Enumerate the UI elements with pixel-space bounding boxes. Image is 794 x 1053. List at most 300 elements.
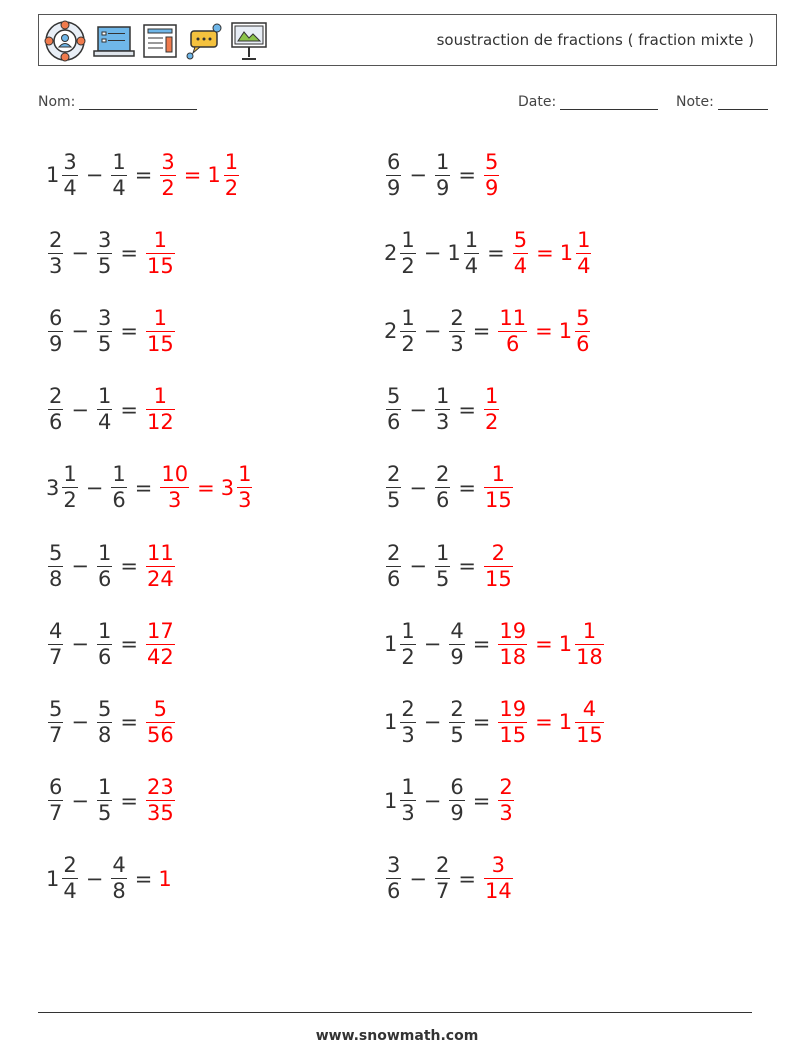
- numerator: 11: [499, 305, 527, 330]
- denominator: 4: [63, 879, 77, 904]
- denominator: 9: [450, 644, 464, 669]
- denominator: 18: [576, 644, 603, 669]
- denominator: 4: [577, 253, 591, 278]
- numerator: 1: [401, 305, 415, 330]
- fraction: [386, 386, 401, 433]
- fraction: [146, 386, 175, 433]
- numerator: 1: [153, 384, 168, 409]
- date-blank: [560, 95, 658, 110]
- denominator: 42: [146, 644, 174, 669]
- problem-item: [46, 536, 177, 596]
- problem-item: [384, 849, 515, 909]
- note-blank: [718, 95, 768, 110]
- minus-sign: −: [71, 632, 89, 657]
- numerator: 3: [491, 853, 506, 878]
- denominator: 6: [97, 566, 112, 591]
- numerator: 6: [387, 149, 401, 174]
- problem-item: [46, 223, 177, 283]
- numerator: 1: [97, 775, 112, 800]
- minus-sign: −: [71, 710, 89, 735]
- equals-sign: =: [487, 241, 505, 266]
- equals-sign: =: [120, 241, 138, 266]
- chat-bubbles-icon: [185, 19, 223, 63]
- denominator: 5: [97, 331, 112, 356]
- fraction: [48, 386, 63, 433]
- fraction: [97, 618, 112, 669]
- fraction: [97, 696, 112, 747]
- denominator: 6: [112, 488, 126, 513]
- numerator: 2: [63, 853, 77, 878]
- equals-sign: =: [197, 475, 215, 500]
- numerator: 1: [435, 540, 450, 565]
- whole-number: 1: [46, 866, 60, 891]
- denominator: 3: [401, 801, 415, 826]
- numerator: 5: [49, 696, 63, 721]
- fraction: [237, 464, 252, 511]
- numerator: 1: [97, 384, 112, 409]
- fraction: [386, 149, 401, 200]
- fraction: [449, 618, 464, 669]
- numerator: 2: [387, 540, 401, 565]
- fraction: [386, 540, 401, 591]
- denominator: 9: [387, 175, 401, 200]
- fraction: [48, 777, 63, 824]
- document-list-icon: [141, 19, 179, 63]
- numerator: 5: [387, 384, 401, 409]
- equals-sign: =: [458, 554, 476, 578]
- numerator: 5: [49, 540, 63, 565]
- denominator: 2: [401, 253, 415, 278]
- fraction: [484, 464, 513, 511]
- numerator: 1: [401, 618, 415, 643]
- numerator: 1: [401, 227, 415, 252]
- equals-sign: =: [535, 710, 553, 735]
- fraction: [400, 227, 415, 278]
- fraction: [575, 696, 604, 747]
- answer: [144, 540, 177, 591]
- denominator: 4: [97, 410, 112, 435]
- fraction: [498, 696, 527, 747]
- whole-number: 1: [559, 241, 574, 266]
- fraction: [97, 386, 112, 433]
- answer: [144, 386, 177, 433]
- fraction: [62, 149, 77, 200]
- whole-number: 2: [384, 319, 398, 344]
- numerator: 4: [582, 696, 597, 721]
- denominator: 8: [49, 566, 63, 591]
- fraction: [97, 777, 112, 824]
- denominator: 3: [168, 488, 182, 513]
- fraction: [400, 618, 415, 669]
- answer: [158, 867, 172, 891]
- equals-sign: =: [458, 397, 476, 422]
- denominator: 3: [401, 722, 415, 747]
- fraction: [576, 227, 591, 278]
- numerator: 1: [484, 384, 499, 409]
- numerator: 19: [499, 696, 527, 721]
- denominator: 35: [146, 801, 174, 826]
- answer: [496, 777, 515, 824]
- denominator: 6: [576, 331, 590, 356]
- fraction: [62, 464, 77, 511]
- denominator: 4: [63, 175, 77, 200]
- denominator: 2: [401, 644, 415, 669]
- numerator: 1: [153, 305, 168, 330]
- numerator: 1: [435, 384, 450, 409]
- problem-item: [384, 145, 501, 205]
- name-blank: [79, 95, 197, 110]
- lifebuoy-user-icon: [43, 19, 87, 63]
- note-field: [676, 94, 768, 110]
- answer: [144, 227, 177, 278]
- denominator: 2: [401, 331, 415, 356]
- equals-sign: =: [458, 163, 476, 187]
- minus-sign: −: [71, 241, 89, 266]
- minus-sign: −: [85, 866, 104, 891]
- minus-sign: −: [71, 319, 89, 344]
- fraction: [111, 149, 126, 200]
- denominator: 7: [49, 644, 63, 669]
- whole-number: 1: [447, 241, 461, 266]
- denominator: 56: [146, 722, 174, 747]
- equals-sign: =: [120, 710, 138, 735]
- whole-number: 3: [46, 475, 60, 500]
- problem-item: [46, 145, 241, 205]
- denominator: 12: [146, 410, 174, 435]
- worksheet-title: soustraction de fractions ( fraction mixte ): [436, 31, 754, 49]
- minus-sign: −: [85, 475, 104, 500]
- denominator: 5: [387, 488, 401, 513]
- numerator: 5: [153, 696, 168, 721]
- numerator: 2: [491, 540, 506, 565]
- minus-sign: −: [409, 397, 427, 422]
- denominator: 8: [97, 722, 112, 747]
- laptop-checklist-icon: [93, 19, 135, 63]
- numerator: 5: [97, 696, 112, 721]
- minus-sign: −: [409, 163, 427, 187]
- denominator: 3: [49, 253, 63, 278]
- minus-sign: −: [71, 788, 89, 813]
- denominator: 9: [484, 175, 499, 200]
- minus-sign: −: [409, 475, 427, 500]
- denominator: 5: [97, 801, 112, 826]
- numerator: 1: [97, 540, 112, 565]
- numerator: 6: [49, 775, 63, 800]
- presentation-board-icon: [229, 19, 269, 63]
- whole-number: 1: [558, 710, 573, 735]
- fraction: [464, 227, 479, 278]
- denominator: 6: [387, 566, 401, 591]
- whole-number: 2: [384, 241, 398, 266]
- equals-sign: =: [472, 710, 491, 735]
- denominator: 6: [435, 488, 450, 513]
- answer: [144, 696, 177, 747]
- fraction: [449, 305, 464, 356]
- denominator: 8: [112, 879, 126, 904]
- fraction: [97, 540, 112, 591]
- denominator: 15: [146, 331, 174, 356]
- denominator: 9: [435, 175, 450, 200]
- fraction: [386, 464, 401, 511]
- fraction: [111, 464, 126, 511]
- denominator: 9: [450, 801, 464, 826]
- denominator: 7: [49, 722, 63, 747]
- name-field: [38, 94, 197, 110]
- minus-sign: −: [423, 710, 442, 735]
- denominator: 5: [97, 253, 112, 278]
- denominator: 6: [49, 410, 63, 435]
- footer-divider: [38, 1012, 752, 1013]
- problem-item: [384, 614, 606, 674]
- numerator: 1: [238, 462, 252, 487]
- numerator: 4: [49, 618, 63, 643]
- problem-item: [46, 771, 177, 831]
- answer: [482, 386, 501, 433]
- numerator: 1: [464, 227, 479, 252]
- equals-sign: =: [120, 788, 138, 813]
- equals-sign: =: [120, 632, 138, 657]
- fraction: [48, 696, 63, 747]
- fraction: [484, 540, 513, 591]
- problem-item: [384, 536, 515, 596]
- fraction: [575, 305, 590, 356]
- denominator: 2: [63, 488, 77, 513]
- numerator: 5: [513, 227, 528, 252]
- answer: [496, 618, 605, 669]
- fraction: [224, 149, 239, 200]
- numerator: 4: [112, 853, 126, 878]
- minus-sign: −: [423, 319, 442, 344]
- fraction: [435, 464, 450, 511]
- problem-item: [46, 692, 177, 752]
- whole-number: 1: [384, 788, 398, 813]
- numerator: 5: [576, 305, 590, 330]
- numerator: 3: [161, 149, 175, 174]
- denominator: 3: [435, 410, 450, 435]
- fraction: [386, 855, 401, 902]
- denominator: 5: [450, 722, 464, 747]
- denominator: 2: [484, 410, 499, 435]
- numerator: 6: [450, 775, 464, 800]
- problem-item: [384, 380, 501, 440]
- date-label: Date:: [518, 94, 557, 110]
- fraction: [146, 618, 175, 669]
- denominator: 5: [435, 566, 450, 591]
- answer: [496, 305, 592, 356]
- numerator: 17: [146, 618, 174, 643]
- problem-item: [46, 458, 254, 518]
- equals-sign: =: [472, 788, 491, 813]
- numerator: 1: [224, 149, 239, 174]
- minus-sign: −: [423, 788, 442, 813]
- numerator: 19: [499, 618, 527, 643]
- whole-number: 1: [46, 163, 60, 187]
- numerator: 2: [450, 696, 464, 721]
- denominator: 3: [499, 801, 513, 826]
- numerator: 1: [401, 775, 415, 800]
- fraction: [435, 855, 450, 902]
- answer: [144, 305, 177, 356]
- equals-sign: =: [134, 475, 153, 500]
- equals-sign: =: [458, 866, 476, 891]
- fraction: [575, 618, 604, 669]
- fraction: [449, 696, 464, 747]
- numerator: 1: [153, 227, 168, 252]
- denominator: 6: [387, 879, 401, 904]
- problem-item: [46, 380, 177, 440]
- fraction: [435, 540, 450, 591]
- problem-item: [46, 301, 177, 361]
- fraction: [498, 777, 513, 824]
- fraction: [435, 386, 450, 433]
- equals-sign: =: [120, 397, 138, 422]
- fraction: [400, 305, 415, 356]
- denominator: 2: [224, 175, 239, 200]
- equals-sign: =: [535, 319, 553, 344]
- numerator: 1: [63, 462, 77, 487]
- denominator: 15: [499, 722, 527, 747]
- whole-number: 1: [558, 632, 573, 657]
- header-icons: [43, 19, 269, 63]
- minus-sign: −: [423, 632, 442, 657]
- fraction: [449, 777, 464, 824]
- numerator: 1: [491, 462, 506, 487]
- denominator: 6: [97, 644, 112, 669]
- fraction: [48, 305, 63, 356]
- equals-sign: =: [134, 866, 153, 891]
- numerator: 3: [97, 227, 112, 252]
- fraction: [97, 305, 112, 356]
- numerator: 2: [49, 384, 63, 409]
- numerator: 2: [450, 305, 464, 330]
- equals-sign: =: [134, 163, 153, 187]
- minus-sign: −: [85, 163, 104, 187]
- denominator: 15: [146, 253, 174, 278]
- fraction: [435, 149, 450, 200]
- answer: [158, 149, 241, 200]
- fraction: [146, 305, 175, 356]
- equals-sign: =: [535, 632, 553, 657]
- numerator: 2: [49, 227, 63, 252]
- answer: [144, 777, 177, 824]
- numerator: 1: [112, 462, 126, 487]
- numerator: 1: [435, 149, 450, 174]
- fraction: [97, 227, 112, 278]
- numerator: 2: [435, 462, 450, 487]
- numerator: 1: [582, 618, 597, 643]
- equals-sign: =: [458, 475, 476, 500]
- equals-sign: =: [183, 163, 202, 187]
- numerator: 1: [97, 618, 112, 643]
- numerator: 3: [63, 149, 77, 174]
- minus-sign: −: [71, 554, 89, 578]
- minus-sign: −: [409, 866, 427, 891]
- fraction: [146, 696, 175, 747]
- denominator: 7: [435, 879, 450, 904]
- fraction: [48, 227, 63, 278]
- whole-number: 3: [220, 475, 235, 500]
- whole-number: 1: [158, 866, 172, 891]
- numerator: 6: [49, 305, 63, 330]
- answer: [482, 540, 515, 591]
- fraction: [400, 696, 415, 747]
- fraction: [513, 227, 528, 278]
- problem-item: [384, 771, 516, 831]
- minus-sign: −: [409, 554, 427, 578]
- answer: [482, 464, 515, 511]
- answer: [482, 149, 501, 200]
- answer: [511, 227, 594, 278]
- answer: [496, 696, 605, 747]
- numerator: 5: [484, 149, 499, 174]
- fraction: [484, 855, 513, 902]
- denominator: 4: [513, 253, 528, 278]
- whole-number: 1: [558, 319, 573, 344]
- problem-item: [384, 223, 593, 283]
- date-field: [518, 94, 658, 110]
- problem-item: [46, 614, 177, 674]
- denominator: 3: [238, 488, 252, 513]
- numerator: 3: [97, 305, 112, 330]
- denominator: 15: [576, 722, 603, 747]
- fraction: [160, 149, 175, 200]
- denominator: 15: [484, 566, 512, 591]
- whole-number: 1: [207, 163, 221, 187]
- note-label: Note:: [676, 94, 714, 110]
- fraction: [484, 386, 499, 433]
- denominator: 7: [49, 801, 63, 826]
- denominator: 18: [499, 644, 527, 669]
- fraction: [48, 540, 63, 591]
- denominator: 2: [161, 175, 175, 200]
- denominator: 6: [506, 331, 520, 356]
- fraction: [146, 777, 175, 824]
- answer: [144, 618, 177, 669]
- numerator: 2: [401, 696, 415, 721]
- footer-url: www.snowmath.com: [315, 1028, 479, 1044]
- problem-item: [384, 301, 592, 361]
- numerator: 2: [435, 853, 450, 878]
- fraction: [498, 305, 527, 356]
- name-label: Nom:: [38, 94, 76, 110]
- denominator: 9: [49, 331, 63, 356]
- numerator: 23: [146, 775, 174, 800]
- fraction: [498, 618, 527, 669]
- fraction: [160, 464, 189, 511]
- numerator: 10: [161, 462, 189, 487]
- denominator: 15: [484, 488, 512, 513]
- problem-item: [384, 692, 606, 752]
- answer: [158, 464, 254, 511]
- denominator: 3: [450, 331, 464, 356]
- fraction: [146, 227, 175, 278]
- numerator: 2: [387, 462, 401, 487]
- numerator: 1: [577, 227, 591, 252]
- equals-sign: =: [120, 319, 138, 344]
- numerator: 11: [146, 540, 174, 565]
- minus-sign: −: [423, 241, 442, 266]
- fraction: [400, 777, 415, 824]
- denominator: 6: [387, 410, 401, 435]
- whole-number: 1: [384, 632, 398, 657]
- whole-number: 1: [384, 710, 398, 735]
- fraction: [48, 618, 63, 669]
- denominator: 24: [146, 566, 174, 591]
- numerator: 4: [450, 618, 464, 643]
- numerator: 3: [387, 853, 401, 878]
- numerator: 2: [499, 775, 513, 800]
- worksheet-header: [38, 14, 777, 66]
